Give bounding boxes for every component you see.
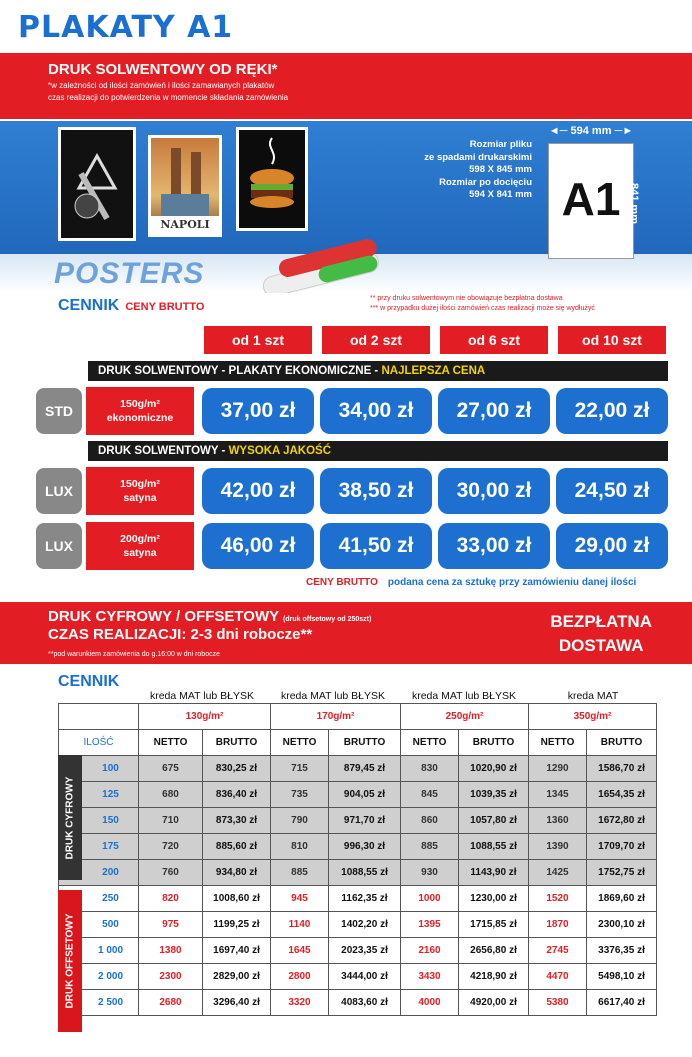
paper-type: satyna — [123, 547, 157, 559]
table-heading: CENNIK — [58, 673, 120, 690]
paper-grammage: 150g/m² — [120, 478, 160, 490]
free-label: BEZPŁATNA — [550, 612, 652, 631]
brutto-cell: 3376,35 zł — [587, 938, 657, 964]
price-cell: 27,00 zł — [438, 388, 550, 434]
brutto-cell: 2829,00 zł — [203, 964, 271, 990]
quantity-cell: 500 — [59, 912, 139, 938]
digital-side-text: DRUK CYFROWY — [64, 776, 76, 859]
brutto-cell: 2300,10 zł — [587, 912, 657, 938]
quantity-cell: 2 000 — [59, 964, 139, 990]
brutto-cell: 3296,40 zł — [203, 990, 271, 1016]
high-quality-bar — [88, 441, 668, 461]
netto-header: NETTO — [139, 730, 203, 756]
netto-cell: 1345 — [529, 782, 587, 808]
brutto-cell: 1402,20 zł — [329, 912, 401, 938]
table-row — [59, 808, 657, 834]
quantity-cell: 200 — [59, 860, 139, 886]
brutto-cell: 1672,80 zł — [587, 808, 657, 834]
lead-time: CZAS REALIZACJI: 2-3 dni robocze** — [48, 626, 313, 643]
quantity-cell: 250 — [59, 886, 139, 912]
paper-grammage: 200g/m² — [120, 533, 160, 545]
delivery-label: DOSTAWA — [558, 636, 644, 655]
brutto-cell: 904,05 zł — [329, 782, 401, 808]
price-cell: 46,00 zł — [202, 523, 314, 569]
brutto-header: BRUTTO — [329, 730, 401, 756]
tier-badge-lux: LUX — [36, 468, 82, 514]
brutto-cell: 1039,35 zł — [459, 782, 529, 808]
netto-cell: 860 — [401, 808, 459, 834]
brutto-cell: 1586,70 zł — [587, 756, 657, 782]
table-row — [59, 860, 657, 886]
paper-type-label: kreda MAT lub BŁYSK — [149, 690, 255, 702]
grammage-row — [59, 704, 657, 730]
file-size-line: ze spadami drukarskimi — [424, 151, 532, 163]
solvent-note-2: czas realizacji do potwierdzenia w momencie składania zamówienia — [48, 93, 289, 102]
netto-cell: 2680 — [139, 990, 203, 1016]
brutto-cell: 2023,35 zł — [329, 938, 401, 964]
netto-cell: 1645 — [271, 938, 329, 964]
brutto-cell: 1088,55 zł — [329, 860, 401, 886]
tier-badge-lux: LUX — [36, 523, 82, 569]
brutto-cell: 873,30 zł — [203, 808, 271, 834]
height-label: 841 mm — [628, 183, 640, 224]
netto-cell: 1520 — [529, 886, 587, 912]
tier-badge-std: STD — [36, 388, 82, 434]
netto-header: NETTO — [529, 730, 587, 756]
poster-guitar-image — [58, 127, 136, 241]
price-cell: 33,00 zł — [438, 523, 550, 569]
netto-cell: 2160 — [401, 938, 459, 964]
digital-side-label — [58, 755, 82, 880]
brutto-cell: 1020,90 zł — [459, 756, 529, 782]
offset-side-label — [58, 890, 82, 1032]
table-row — [59, 886, 657, 912]
netto-cell: 1870 — [529, 912, 587, 938]
footnote-text: podana cena za sztukę przy zamówieniu danej ilości — [387, 577, 637, 588]
quantity-cell: 100 — [59, 756, 139, 782]
file-size-line: 598 X 845 mm — [469, 164, 532, 175]
poster-napoli-image — [148, 135, 222, 237]
file-size-line: 594 X 841 mm — [469, 189, 532, 200]
best-price-label: NAJLEPSZA CENA — [381, 365, 486, 377]
netto-cell: 830 — [401, 756, 459, 782]
brutto-cell: 830,25 zł — [203, 756, 271, 782]
netto-cell: 820 — [139, 886, 203, 912]
brutto-cell: 1230,00 zł — [459, 886, 529, 912]
quantity-header: ILOŚĆ — [59, 730, 139, 756]
netto-cell: 1390 — [529, 834, 587, 860]
netto-cell: 845 — [401, 782, 459, 808]
ceny-brutto-label: CENY BRUTTO — [125, 301, 205, 313]
netto-cell: 975 — [139, 912, 203, 938]
file-size-line: Rozmiar pliku — [469, 139, 532, 150]
netto-cell: 735 — [271, 782, 329, 808]
table-row — [59, 782, 657, 808]
brutto-cell: 1697,40 zł — [203, 938, 271, 964]
netto-cell: 3430 — [401, 964, 459, 990]
hero-banner — [0, 121, 692, 293]
netto-cell: 2800 — [271, 964, 329, 990]
brutto-header: BRUTTO — [459, 730, 529, 756]
table-row — [59, 938, 657, 964]
price-cell: 22,00 zł — [556, 388, 668, 434]
netto-cell: 4470 — [529, 964, 587, 990]
napoli-caption: NAPOLI — [151, 216, 219, 234]
posters-wordmark: POSTERS — [54, 257, 205, 290]
quantity-cell: 1 000 — [59, 938, 139, 964]
table-row — [59, 912, 657, 938]
netto-cell: 885 — [271, 860, 329, 886]
netto-cell: 2300 — [139, 964, 203, 990]
netto-cell: 720 — [139, 834, 203, 860]
solvent-heading: DRUK SOLWENTOWY OD RĘKI* — [48, 61, 278, 78]
brutto-cell: 879,45 zł — [329, 756, 401, 782]
table-row — [59, 964, 657, 990]
netto-cell: 810 — [271, 834, 329, 860]
a1-format-sheet — [548, 143, 634, 259]
netto-cell: 1380 — [139, 938, 203, 964]
cennik-label: CENNIK — [58, 297, 120, 314]
netto-header: NETTO — [401, 730, 459, 756]
netto-cell: 1290 — [529, 756, 587, 782]
netto-cell: 4000 — [401, 990, 459, 1016]
offset-rows — [59, 886, 657, 1016]
a1-format-label: A1 — [561, 173, 621, 225]
netto-cell: 675 — [139, 756, 203, 782]
brutto-cell: 4218,90 zł — [459, 964, 529, 990]
note-line: ** przy druku solwentowym nie obowiązuje bezpłatna dostawa — [370, 295, 563, 302]
paper-type-label: kreda MAT lub BŁYSK — [411, 690, 517, 702]
paper-spec — [86, 467, 194, 515]
digital-rows — [59, 756, 657, 886]
free-delivery-badge — [550, 610, 652, 658]
brutto-cell: 2656,80 zł — [459, 938, 529, 964]
file-size-info — [424, 139, 532, 202]
brutto-cell: 1709,70 zł — [587, 834, 657, 860]
file-size-line: Rozmiar po docięciu — [439, 176, 532, 188]
netto-cell: 710 — [139, 808, 203, 834]
brutto-cell: 971,70 zł — [329, 808, 401, 834]
brutto-cell: 1654,35 zł — [587, 782, 657, 808]
paper-grammage: 150g/m² — [120, 398, 160, 410]
paper-type-label: kreda MAT — [567, 690, 619, 702]
offset-side-text: DRUK OFFSETOWY — [64, 913, 76, 1009]
netto-cell: 760 — [139, 860, 203, 886]
paper-type: satyna — [123, 492, 157, 504]
grammage-header: 350g/m² — [529, 704, 657, 730]
brutto-cell: 996,30 zł — [329, 834, 401, 860]
brutto-header: BRUTTO — [203, 730, 271, 756]
netto-cell: 5380 — [529, 990, 587, 1016]
brutto-cell: 1008,60 zł — [203, 886, 271, 912]
price-cell: 37,00 zł — [202, 388, 314, 434]
netto-cell: 930 — [401, 860, 459, 886]
lead-time-note: **pod warunkiem zamówienia do g.16:00 w dni robocze — [48, 651, 220, 658]
brutto-cell: 1869,60 zł — [587, 886, 657, 912]
netto-cell: 680 — [139, 782, 203, 808]
solvent-band — [0, 53, 692, 119]
brutto-cell: 1057,80 zł — [459, 808, 529, 834]
quantity-cell: 2 500 — [59, 990, 139, 1016]
netto-cell: 1000 — [401, 886, 459, 912]
quantity-cell: 125 — [59, 782, 139, 808]
brutto-cell: 934,80 zł — [203, 860, 271, 886]
price-cell: 41,50 zł — [320, 523, 432, 569]
qty-header-2: od 2 szt — [322, 326, 430, 354]
paper-spec — [86, 522, 194, 570]
width-dimension: ◄─ 594 mm ─► — [548, 125, 634, 137]
table-row — [59, 834, 657, 860]
solvent-note-1: *w zależności od ilości zamówień i ilości zamawianych plakatów — [48, 81, 275, 90]
paper-type: ekonomiczne — [106, 412, 174, 424]
price-cell: 38,50 zł — [320, 468, 432, 514]
brutto-cell: 885,60 zł — [203, 834, 271, 860]
quantity-cell: 150 — [59, 808, 139, 834]
paper-spec — [86, 387, 194, 435]
grammage-header: 130g/m² — [139, 704, 271, 730]
price-cell: 24,50 zł — [556, 468, 668, 514]
netto-cell: 885 — [401, 834, 459, 860]
netto-header: NETTO — [271, 730, 329, 756]
price-table — [58, 703, 657, 1016]
qty-header-3: od 6 szt — [440, 326, 548, 354]
netto-cell: 945 — [271, 886, 329, 912]
price-cell: 42,00 zł — [202, 468, 314, 514]
solvent-notes — [370, 294, 595, 314]
brutto-cell: 836,40 zł — [203, 782, 271, 808]
grammage-header: 170g/m² — [271, 704, 401, 730]
price-cell: 34,00 zł — [320, 388, 432, 434]
digital-offset-title: DRUK CYFROWY / OFFSETOWY — [48, 608, 279, 625]
high-quality-bar-label: DRUK SOLWENTOWY - — [98, 445, 229, 457]
brutto-cell: 3444,00 zł — [329, 964, 401, 990]
price-cell: 30,00 zł — [438, 468, 550, 514]
brutto-cell: 1752,75 zł — [587, 860, 657, 886]
brutto-cell: 4083,60 zł — [329, 990, 401, 1016]
quantity-cell: 175 — [59, 834, 139, 860]
brutto-cell: 4920,00 zł — [459, 990, 529, 1016]
digital-offset-heading — [48, 608, 371, 625]
netto-cell: 3320 — [271, 990, 329, 1016]
netto-cell: 790 — [271, 808, 329, 834]
netto-cell: 715 — [271, 756, 329, 782]
economic-bar — [88, 361, 668, 381]
price-list-heading — [58, 297, 204, 315]
poster-burger-image — [236, 127, 308, 231]
brutto-cell: 1199,25 zł — [203, 912, 271, 938]
table-row — [59, 756, 657, 782]
brutto-cell: 1088,55 zł — [459, 834, 529, 860]
price-footnote — [306, 577, 636, 588]
economic-bar-label: DRUK SOLWENTOWY - PLAKATY EKONOMICZNE - — [98, 365, 382, 377]
netto-cell: 2745 — [529, 938, 587, 964]
netto-cell: 1140 — [271, 912, 329, 938]
grammage-header: 250g/m² — [401, 704, 529, 730]
price-cell: 29,00 zł — [556, 523, 668, 569]
width-label: 594 mm — [570, 125, 612, 137]
netto-cell: 1425 — [529, 860, 587, 886]
height-dimension — [628, 183, 640, 224]
footnote-brutto-label: CENY BRUTTO — [306, 577, 378, 588]
qty-header-4: od 10 szt — [558, 326, 666, 354]
digital-offset-band — [0, 602, 692, 664]
offset-min-note: (druk offsetowy od 250szt) — [283, 616, 372, 623]
qty-header-1: od 1 szt — [204, 326, 312, 354]
brutto-cell: 1715,85 zł — [459, 912, 529, 938]
table-corner — [59, 704, 139, 730]
page-title: PLAKATY A1 — [18, 10, 234, 45]
paper-type-label: kreda MAT lub BŁYSK — [280, 690, 386, 702]
brutto-cell: 6617,40 zł — [587, 990, 657, 1016]
note-line: *** w przypadku dużej ilości zamówień czas realizacji może się wydłużyć — [370, 305, 595, 312]
netto-cell: 1360 — [529, 808, 587, 834]
brutto-cell: 1143,90 zł — [459, 860, 529, 886]
poster-rolls-image — [258, 239, 378, 279]
brutto-cell: 5498,10 zł — [587, 964, 657, 990]
table-row — [59, 990, 657, 1016]
high-quality-label: WYSOKA JAKOŚĆ — [228, 445, 332, 457]
column-header-row — [59, 730, 657, 756]
brutto-header: BRUTTO — [587, 730, 657, 756]
brutto-cell: 1162,35 zł — [329, 886, 401, 912]
netto-cell: 1395 — [401, 912, 459, 938]
